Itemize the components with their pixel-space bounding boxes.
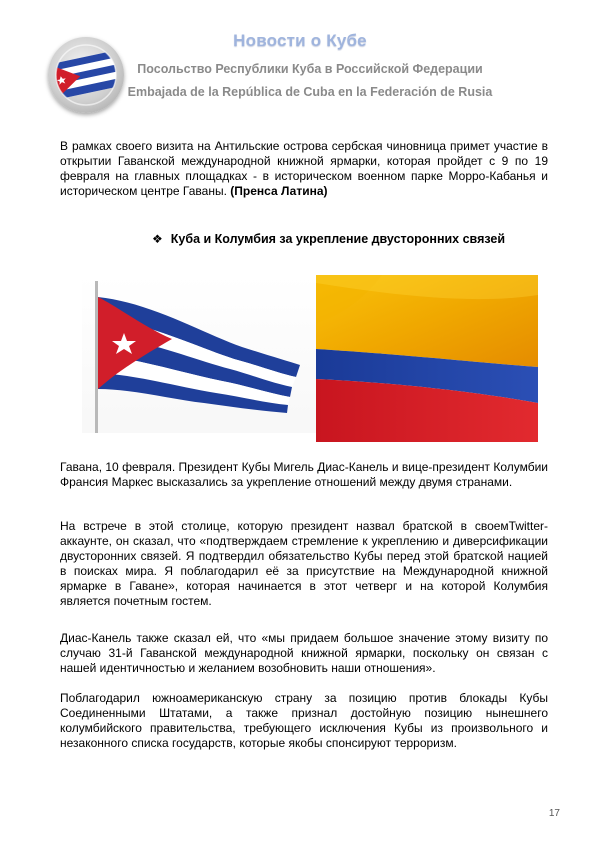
cuba-colombia-flags-photo bbox=[82, 275, 538, 442]
embassy-name-ru: Посольство Республики Куба в Российской Федерации bbox=[137, 62, 483, 76]
intro-text: В рамках своего визита на Антильские острова сербская чиновница примет участие в открытии Гаванской международной книжной ярмарки, которая пройдет с 9 по 19 февраля на главных площадках - в историческом военном парке Морро-Кабанья и историческом центре Гаваны. bbox=[60, 139, 548, 198]
bullet-diamond-icon: ❖ bbox=[152, 232, 163, 246]
article-heading-text: Куба и Колумбия за укрепление двусторонних связей bbox=[170, 232, 506, 246]
page-number: 17 bbox=[548, 808, 560, 819]
embassy-name-es: Embajada de la República de Cuba en la Federación de Rusia bbox=[127, 85, 493, 99]
article-heading bbox=[152, 232, 505, 246]
article-paragraph-1: Гавана, 10 февраля. Президент Кубы Мигель Диас-Канель и вице-президент Колумбии Франсия Маркес высказались за укрепление отношений между двумя странами. bbox=[60, 460, 548, 489]
article-paragraph-3: Диас-Канель также сказал ей, что «мы придаем большое значение этому визиту по случаю 31-й Гаванской международной книжной ярмарки, поскольку он связан с нашей идентичностью и желанием возобновить наши отношения». bbox=[60, 631, 548, 675]
article-paragraph-2: На встрече в этой столице, которую президент назвал братской в своемTwitter-аккаунте, он сказал, что «подтверждаем стремление к укреплению и диверсификации двусторонних связей. Я подтвердил обязательство Кубы перед этой братской нацией в поисках мира. Я поблагодарил её за присутствие на Международной книжной ярмарке в Гаване», которая начинается в этот четверг и на которой Колумбия является почетным гостем. bbox=[60, 519, 548, 608]
news-source: (Пренса Латина) bbox=[230, 184, 328, 198]
article-paragraph-4: Поблагодарил южноамериканскую страну за позицию против блокады Кубы Соединенными Штатами, а также признал достойную позицию нынешнего колумбийского правительства, требующего исключения Кубы из произвольного и незаконного списка государств, которые якобы спонсируют терроризм. bbox=[60, 691, 548, 750]
page-title: Новости о Кубе bbox=[233, 31, 367, 50]
intro-paragraph bbox=[60, 139, 548, 199]
